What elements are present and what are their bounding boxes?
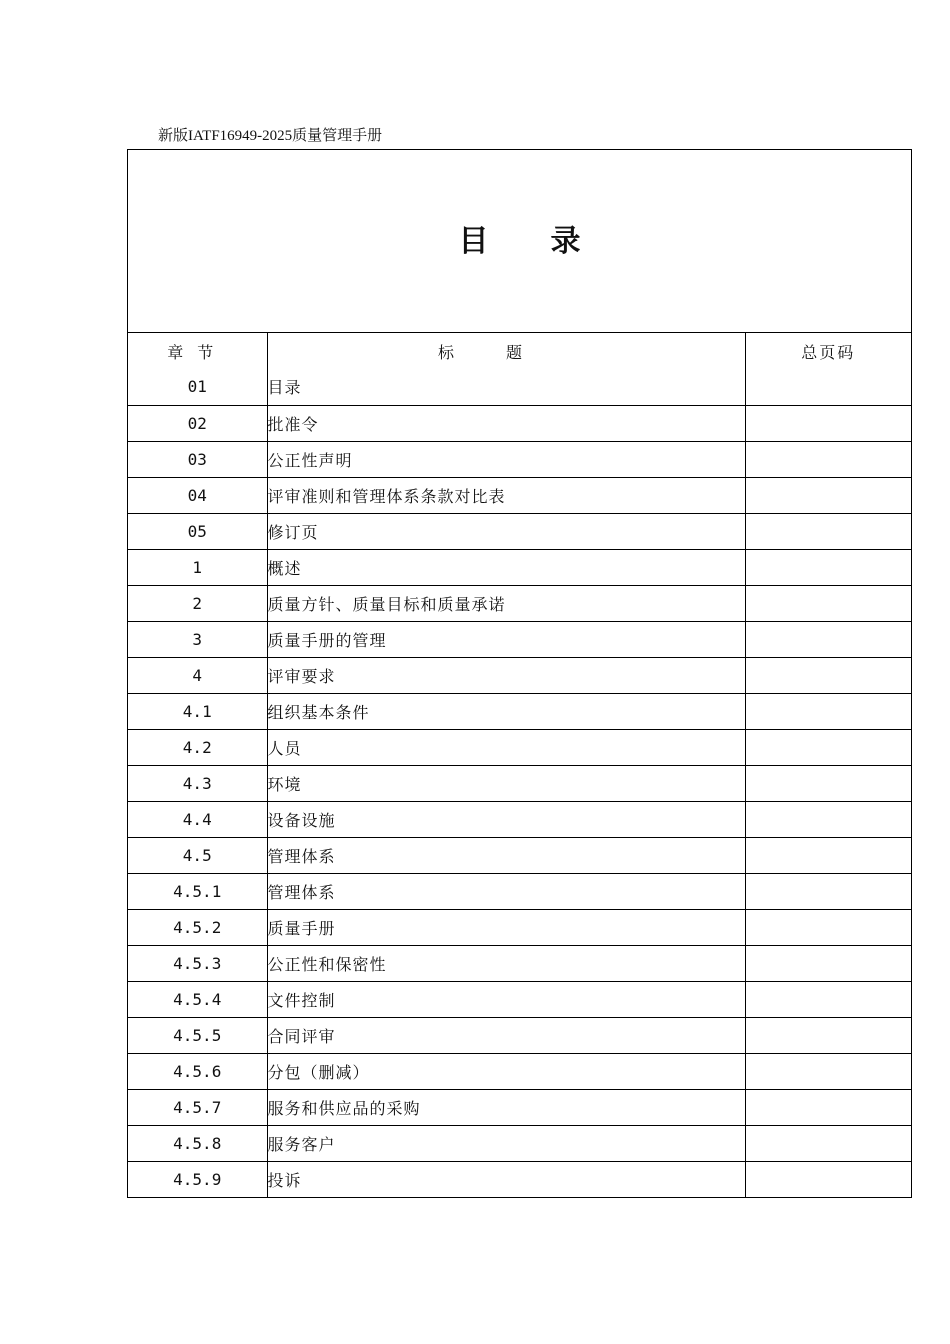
chapter-number-cell: 4.5.2 (128, 909, 267, 945)
section-title-cell: 修订页 (267, 513, 745, 549)
table-row (128, 693, 911, 729)
section-title-cell: 质量手册 (267, 909, 745, 945)
chapter-number-cell: 4.5.9 (128, 1161, 267, 1197)
table-row (128, 441, 911, 477)
page-number-cell (745, 873, 911, 909)
chapter-number-cell: 02 (128, 405, 267, 441)
page-number-cell (745, 801, 911, 837)
section-title-cell: 管理体系 (267, 873, 745, 909)
section-title-cell: 文件控制 (267, 981, 745, 1017)
chapter-number-cell: 4.5.6 (128, 1053, 267, 1089)
document-title: 目录 (458, 224, 643, 259)
page-number-cell (745, 945, 911, 981)
section-title-cell: 质量方针、质量目标和质量承诺 (267, 585, 745, 621)
toc-header-row (128, 333, 911, 369)
table-row (128, 729, 911, 765)
table-row (128, 1053, 911, 1089)
column-header-page: 总页码 (801, 342, 856, 362)
page-number-cell (745, 909, 911, 945)
section-title-cell: 质量手册的管理 (267, 621, 745, 657)
section-title-cell: 分包（删减） (267, 1053, 745, 1089)
section-title-cell: 服务客户 (267, 1125, 745, 1161)
page-number-cell (745, 405, 911, 441)
page-number-cell (745, 1089, 911, 1125)
section-title-cell: 组织基本条件 (267, 693, 745, 729)
chapter-number-cell: 04 (128, 477, 267, 513)
toc-body (128, 369, 911, 1197)
chapter-number-cell: 01 (128, 369, 267, 405)
table-row (128, 837, 911, 873)
page-header: 新版IATF16949-2025质量管理手册 (158, 128, 383, 144)
toc-table (128, 333, 911, 1197)
section-title-cell: 评审要求 (267, 657, 745, 693)
chapter-number-cell: 05 (128, 513, 267, 549)
chapter-number-cell: 4.4 (128, 801, 267, 837)
chapter-number-cell: 3 (128, 621, 267, 657)
table-row (128, 585, 911, 621)
section-title-cell: 设备设施 (267, 801, 745, 837)
table-row (128, 513, 911, 549)
section-title-cell: 公正性声明 (267, 441, 745, 477)
page-number-cell (745, 837, 911, 873)
table-row (128, 1161, 911, 1197)
chapter-number-cell: 4.5.5 (128, 1017, 267, 1053)
table-row (128, 765, 911, 801)
page-number-cell (745, 1017, 911, 1053)
section-title-cell: 环境 (267, 765, 745, 801)
page-number-cell (745, 657, 911, 693)
page-number-cell (745, 369, 911, 405)
section-title-cell: 目录 (267, 369, 745, 405)
chapter-number-cell: 4.5.1 (128, 873, 267, 909)
section-title-cell: 服务和供应品的采购 (267, 1089, 745, 1125)
table-row (128, 657, 911, 693)
chapter-number-cell: 4.5.4 (128, 981, 267, 1017)
page-number-cell (745, 1125, 911, 1161)
page-number-cell (745, 477, 911, 513)
table-row (128, 909, 911, 945)
table-row (128, 549, 911, 585)
column-header-chapter: 章节 (128, 333, 267, 369)
chapter-number-cell: 4 (128, 657, 267, 693)
page-number-cell (745, 1053, 911, 1089)
chapter-number-cell: 03 (128, 441, 267, 477)
toc-frame (127, 149, 912, 1198)
page-number-cell (745, 765, 911, 801)
table-row (128, 621, 911, 657)
chapter-number-cell: 4.3 (128, 765, 267, 801)
table-row (128, 1089, 911, 1125)
page-number-cell (745, 585, 911, 621)
section-title-cell: 概述 (267, 549, 745, 585)
table-row (128, 873, 911, 909)
chapter-number-cell: 2 (128, 585, 267, 621)
section-title-cell: 批准令 (267, 405, 745, 441)
page-number-cell (745, 441, 911, 477)
page-number-cell (745, 621, 911, 657)
title-box (128, 150, 911, 333)
section-title-cell: 公正性和保密性 (267, 945, 745, 981)
chapter-number-cell: 4.5.3 (128, 945, 267, 981)
page-number-cell (745, 981, 911, 1017)
section-title-cell: 人员 (267, 729, 745, 765)
table-row (128, 1017, 911, 1053)
section-title-cell: 管理体系 (267, 837, 745, 873)
chapter-number-cell: 4.5.7 (128, 1089, 267, 1125)
section-title-cell: 合同评审 (267, 1017, 745, 1053)
page-number-cell (745, 549, 911, 585)
chapter-number-cell: 4.1 (128, 693, 267, 729)
section-title-cell: 投诉 (267, 1161, 745, 1197)
page-number-cell (745, 729, 911, 765)
table-row (128, 801, 911, 837)
column-header-title: 标题 (267, 333, 745, 369)
page-number-cell (745, 693, 911, 729)
table-row (128, 477, 911, 513)
chapter-number-cell: 4.5 (128, 837, 267, 873)
table-row (128, 945, 911, 981)
table-row (128, 405, 911, 441)
page-number-cell (745, 513, 911, 549)
page-number-cell (745, 1161, 911, 1197)
chapter-number-cell: 4.5.8 (128, 1125, 267, 1161)
table-row (128, 1125, 911, 1161)
table-row (128, 369, 911, 405)
chapter-number-cell: 4.2 (128, 729, 267, 765)
table-row (128, 981, 911, 1017)
chapter-number-cell: 1 (128, 549, 267, 585)
section-title-cell: 评审准则和管理体系条款对比表 (267, 477, 745, 513)
